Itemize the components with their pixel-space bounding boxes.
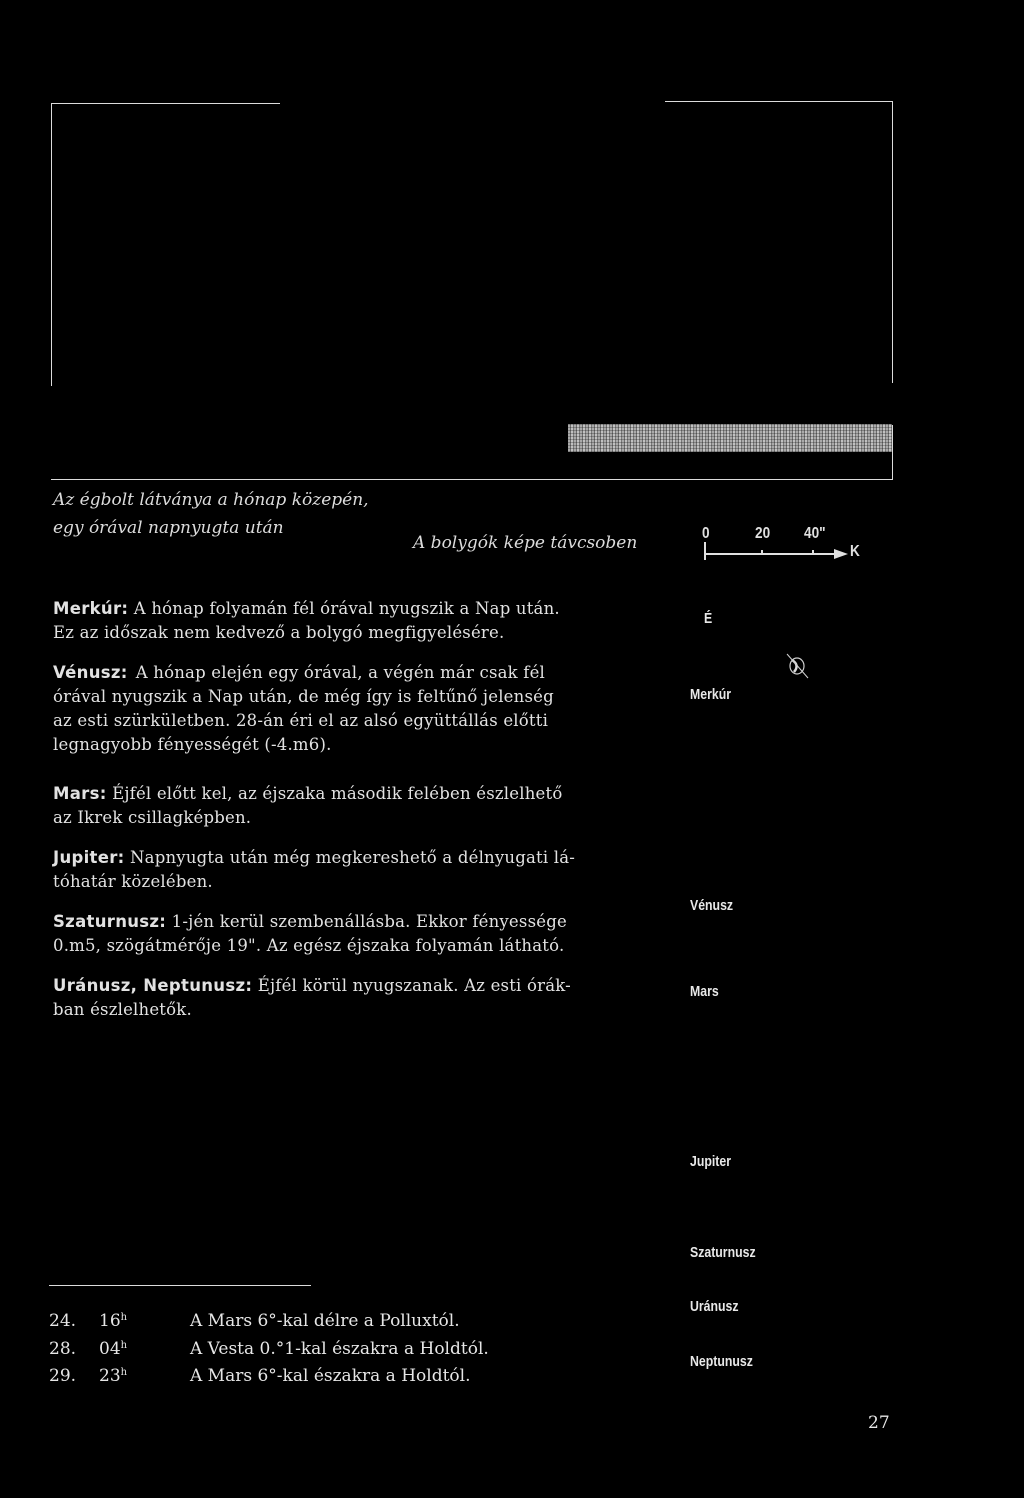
paragraph-venusz: [53, 661, 653, 757]
venusz-label: Vénusz:: [53, 663, 128, 682]
planets-view-caption: A bolygók képe távcsoben: [413, 533, 638, 553]
paragraph-merkur: [53, 597, 653, 645]
sky-chart-frame-top-left: [51, 103, 280, 104]
jupiter-label: Jupiter:: [53, 848, 125, 867]
sky-chart-frame-top-right: [665, 101, 893, 102]
event-row: [49, 1337, 609, 1361]
mercury-phase-icon: [784, 651, 812, 681]
event-text: A Vesta 0.°1-kal északra a Holdtól.: [190, 1339, 489, 1359]
event-hour-unit: h: [120, 1340, 128, 1351]
jupiter-line-1: Napnyugta után még megkereshető a délnyugati lá-: [130, 848, 576, 867]
szaturnusz-line-1: 1-jén kerül szembenállásba. Ekkor fényessége: [171, 912, 567, 931]
planet-label-jupiter: Jupiter: [690, 1153, 732, 1170]
scale-tick-0: 0: [702, 525, 710, 542]
event-day: 24.: [49, 1311, 77, 1331]
planet-label-neptunusz: Neptunusz: [690, 1353, 753, 1370]
merkur-line-2: Ez az időszak nem kedvező a bolygó megfigyelésére.: [53, 623, 505, 642]
uranusz-neptunusz-line-1: Éjfél körül nyugszanak. Az esti órák-: [257, 976, 571, 995]
mars-line-2: az Ikrek csillagképben.: [53, 808, 252, 827]
sky-chart-frame-right: [892, 101, 893, 383]
scale-tick-40: 40": [804, 525, 826, 542]
horizon-landscape-band: [568, 424, 892, 452]
paragraph-szaturnusz: [53, 910, 653, 958]
event-hour-unit: h: [120, 1367, 128, 1378]
jupiter-line-2: tóhatár közelében.: [53, 872, 213, 891]
scale-tick-20: 20: [755, 525, 771, 542]
event-hour: 04: [99, 1339, 121, 1359]
szaturnusz-line-2: 0.m5, szögátmérője 19". Az egész éjszaka folyamán látható.: [53, 936, 565, 955]
mars-label: Mars:: [53, 784, 107, 803]
scale-bar: [700, 540, 850, 564]
merkur-line-1: A hónap folyamán fél órával nyugszik a Nap után.: [133, 599, 560, 618]
szaturnusz-label: Szaturnusz:: [53, 912, 167, 931]
venusz-line-3: az esti szürkületben. 28-án éri el az alsó együttállás előtti: [53, 711, 549, 730]
event-text: A Mars 6°-kal délre a Polluxtól.: [190, 1311, 460, 1331]
venusz-line-2: órával nyugszik a Nap után, de még így is feltűnő jelenség: [53, 687, 554, 706]
events-divider: [49, 1285, 311, 1286]
sky-chart-frame-right-lower: [892, 425, 893, 480]
event-row: [49, 1364, 609, 1388]
event-hour: 16: [99, 1311, 121, 1331]
paragraph-jupiter: [53, 846, 653, 894]
sky-chart-frame-left: [51, 103, 52, 386]
scale-direction-label: K: [850, 543, 860, 560]
event-hour-unit: h: [120, 1312, 128, 1323]
venusz-line-1: A hónap elején egy órával, a végén már csak fél: [135, 663, 546, 682]
planet-label-uranusz: Uránusz: [690, 1298, 739, 1315]
planet-label-mars: Mars: [690, 983, 719, 1000]
event-hour: 23: [99, 1366, 121, 1386]
planet-label-szaturnusz: Szaturnusz: [690, 1244, 756, 1261]
venusz-line-4: legnagyobb fényességét (-4.m6).: [53, 735, 332, 754]
page-number: 27: [868, 1413, 890, 1433]
sky-caption-line1: Az égbolt látványa a hónap közepén,: [53, 490, 369, 510]
north-label: É: [704, 610, 713, 627]
event-row: [49, 1309, 609, 1333]
paragraph-mars: [53, 782, 653, 830]
sky-caption-line2: egy órával napnyugta után: [53, 518, 284, 538]
event-text: A Mars 6°-kal északra a Holdtól.: [190, 1366, 471, 1386]
uranusz-neptunusz-label: Uránusz, Neptunusz:: [53, 976, 253, 995]
paragraph-uranusz-neptunusz: [53, 974, 653, 1022]
uranusz-neptunusz-line-2: ban észlelhetők.: [53, 1000, 192, 1019]
planet-label-merkur: Merkúr: [690, 686, 732, 703]
sky-chart-horizon-line: [51, 479, 893, 480]
event-day: 28.: [49, 1339, 77, 1359]
planet-label-venusz: Vénusz: [690, 897, 734, 914]
event-day: 29.: [49, 1366, 77, 1386]
mars-line-1: Éjfél előtt kel, az éjszaka második felében észlelhető: [112, 784, 563, 803]
merkur-label: Merkúr:: [53, 599, 129, 618]
